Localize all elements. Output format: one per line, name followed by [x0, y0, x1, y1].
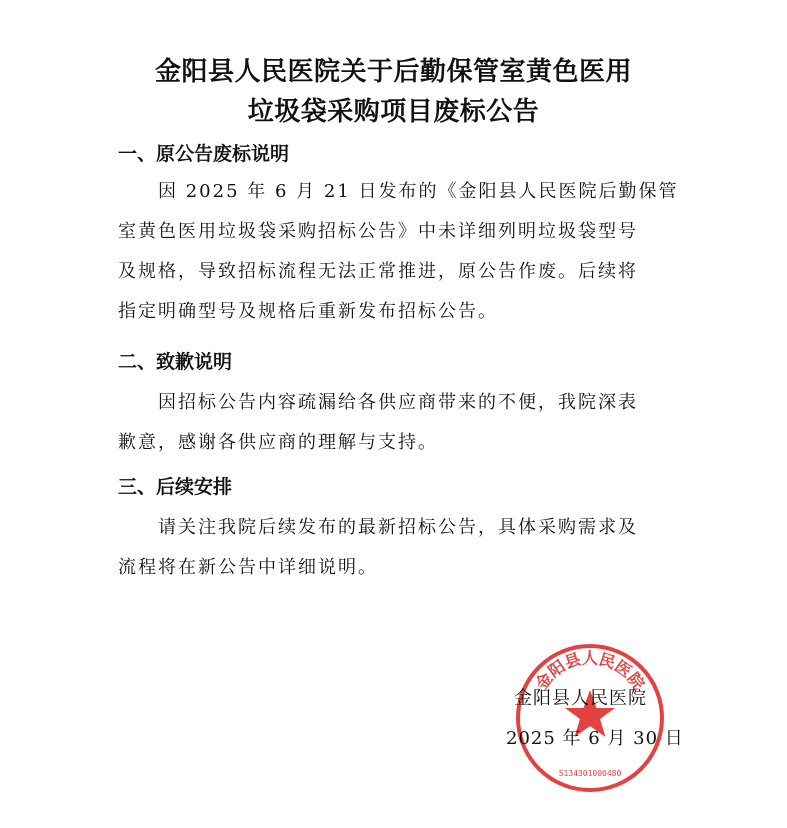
paragraph-line: 室黄色医用垃圾袋采购招标公告》中未详细列明垃圾袋型号 — [118, 221, 638, 242]
paragraph-line: 指定明确型号及规格后重新发布招标公告。 — [118, 301, 498, 322]
section-heading-2: 二、致歉说明 — [118, 351, 233, 373]
document-title-line-1: 金阳县人民医院关于后勤保管室黄色医用 — [154, 57, 632, 87]
paragraph-line: 请关注我院后续发布的最新招标公告，具体采购需求及 — [158, 517, 638, 538]
signature-organization: 金阳县人民医院 — [514, 688, 647, 709]
section-heading-1: 一、原公告废标说明 — [118, 143, 290, 165]
paragraph-line: 及规格，导致招标流程无法正常推进，原公告作废。后续将 — [118, 261, 638, 282]
section-body-1 — [118, 172, 678, 332]
section-heading-3: 三、后续安排 — [118, 476, 233, 498]
paragraph-line: 歉意，感谢各供应商的理解与支持。 — [118, 432, 438, 453]
signature-date: 2025 年 6 月 30 日 — [506, 728, 684, 749]
paragraph-line: 因招标公告内容疏漏给各供应商带来的不便，我院深表 — [158, 392, 638, 413]
seal-number: 5134301000480 — [558, 769, 622, 778]
section-body-2 — [118, 383, 678, 463]
paragraph-line: 流程将在新公告中详细说明。 — [118, 557, 378, 578]
section-body-3 — [118, 508, 678, 588]
official-seal — [510, 638, 670, 798]
document-title-line-2: 垃圾袋采购项目废标公告 — [247, 97, 540, 127]
paragraph-line: 因 2025 年 6 月 21 日发布的《金阳县人民医院后勤保管 — [158, 181, 679, 202]
seal-arc-text: 金阳县人民医院 — [531, 648, 649, 694]
